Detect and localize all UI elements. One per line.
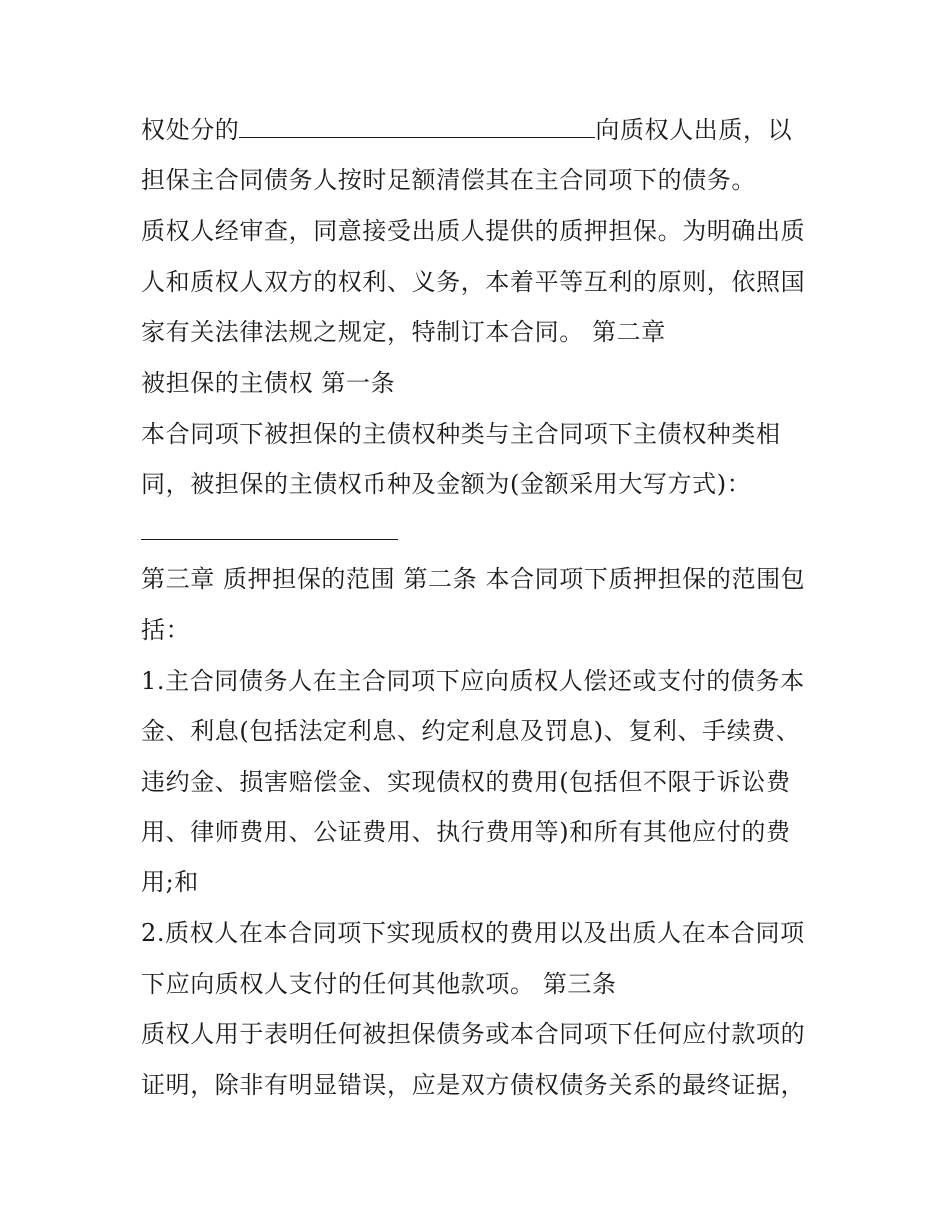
text-line-13: 金、利息(包括法定利息、约定利息及罚息)、复利、手续费、 bbox=[141, 717, 801, 745]
text-line-15: 用、律师费用、公证费用、执行费用等)和所有其他应付的费 bbox=[141, 818, 791, 846]
text-line-12: 1.主合同债务人在主合同项下应向质权人偿还或支付的债务本 bbox=[141, 667, 805, 695]
text-line-19: 质权人用于表明任何被担保债务或本合同项下任何应付款项的 bbox=[141, 1020, 806, 1048]
amount-fill-in-blank[interactable] bbox=[141, 513, 398, 540]
text-line-4: 人和质权人双方的权利、义务，本着平等互利的原则，依照国 bbox=[141, 268, 806, 296]
line-1-post: 向质权人出质，以 bbox=[595, 116, 793, 144]
text-line-2: 担保主合同债务人按时足额清偿其在主合同项下的债务。 bbox=[141, 166, 756, 194]
text-line-6: 被担保的主债权 第一条 bbox=[141, 369, 396, 397]
text-line-3: 质权人经审查，同意接受出质人提供的质押担保。为明确出质 bbox=[141, 217, 806, 245]
fill-in-blank[interactable] bbox=[239, 111, 595, 138]
text-line-14: 违约金、损害赔偿金、实现债权的费用(包括但不限于诉讼费 bbox=[141, 768, 791, 796]
text-line-18: 下应向质权人支付的任何其他款项。 第三条 bbox=[141, 970, 617, 998]
text-line-1 bbox=[141, 110, 792, 150]
line-1-pre: 权处分的 bbox=[141, 116, 240, 144]
text-line-8: 同，被担保的主债权币种及金额为(金额采用大写方式)： bbox=[141, 470, 752, 498]
text-line-20: 证明，除非有明显错误，应是双方债权债务关系的最终证据， bbox=[141, 1071, 806, 1099]
text-line-5: 家有关法律法规之规定，特制订本合同。 第二章 bbox=[141, 318, 666, 346]
text-line-10: 第三章 质押担保的范围 第二条 本合同项下质押担保的范围包 bbox=[141, 565, 806, 593]
text-line-16: 用;和 bbox=[141, 868, 199, 896]
text-line-7: 本合同项下被担保的主债权种类与主合同项下主债权种类相 bbox=[141, 420, 781, 448]
text-line-9 bbox=[141, 512, 398, 552]
text-line-11: 括： bbox=[141, 616, 191, 644]
text-line-17: 2.质权人在本合同项下实现质权的费用以及出质人在本合同项 bbox=[141, 919, 805, 947]
